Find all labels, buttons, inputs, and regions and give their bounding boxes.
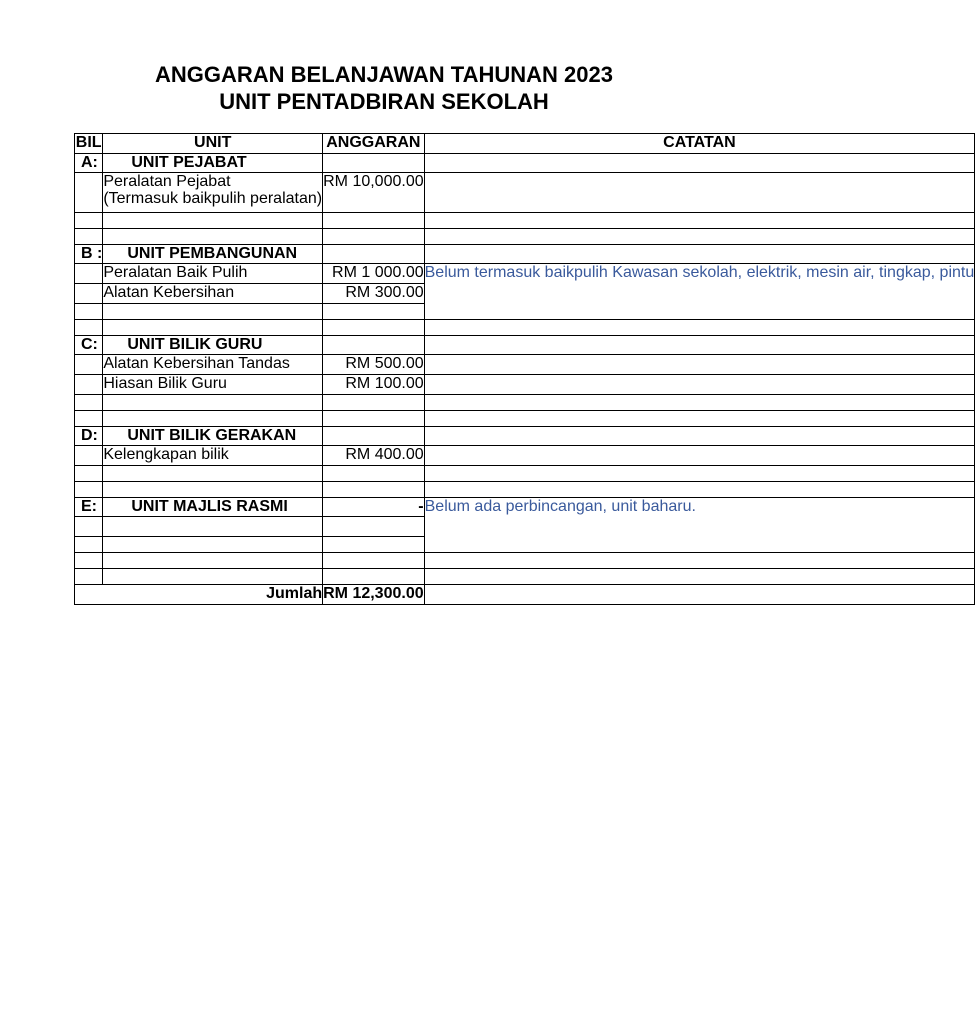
empty-row (75, 229, 975, 245)
item-label-note: (Termasuk baikpulih peralatan) (103, 190, 323, 207)
empty-row (75, 411, 975, 427)
section-row-b (75, 245, 975, 264)
header-bil: BIL (75, 134, 103, 154)
section-letter-a: A: (75, 154, 103, 173)
empty-row (75, 320, 975, 336)
empty-row (75, 466, 975, 482)
table-row (75, 375, 975, 395)
document-subtitle: UNIT PENTADBIRAN SEKOLAH (219, 89, 549, 114)
item-amount: RM 100.00 (323, 375, 425, 395)
item-label: Kelengkapan bilik (103, 446, 323, 466)
budget-table (74, 133, 975, 605)
empty-row (75, 482, 975, 498)
total-label: Jumlah (75, 585, 323, 605)
section-letter-d: D: (75, 427, 103, 446)
table-row (75, 355, 975, 375)
section-name-b: UNIT PEMBANGUNAN (103, 245, 323, 264)
item-label: Peralatan Pejabat (103, 173, 231, 190)
item-label: Peralatan Baik Pulih (103, 264, 323, 284)
header-amount: ANGGARAN (323, 134, 425, 154)
item-amount: RM 400.00 (323, 446, 425, 466)
total-row (75, 585, 975, 605)
table-row (75, 264, 975, 284)
item-label: Alatan Kebersihan Tandas (103, 355, 323, 375)
empty-row (75, 553, 975, 569)
section-name-c: UNIT BILIK GURU (103, 336, 323, 355)
empty-row (75, 395, 975, 411)
empty-row (75, 569, 975, 585)
header-note: CATATAN (424, 134, 975, 154)
item-amount: RM 500.00 (323, 355, 425, 375)
section-row-d (75, 427, 975, 446)
item-cell (103, 173, 323, 213)
item-amount: RM 10,000.00 (323, 173, 425, 213)
section-row-e (75, 498, 975, 517)
section-letter-b: B : (75, 245, 103, 264)
table-row (75, 446, 975, 466)
item-amount: RM 1 000.00 (323, 264, 425, 284)
table-row (75, 173, 975, 213)
document-title: ANGGARAN BELANJAWAN TAHUNAN 2023 (155, 62, 613, 87)
section-amount-e: - (323, 498, 425, 517)
item-label: Alatan Kebersihan (103, 284, 323, 304)
section-name-e: UNIT MAJLIS RASMI (103, 498, 323, 517)
header-unit: UNIT (103, 134, 323, 154)
total-amount: RM 12,300.00 (323, 585, 425, 605)
item-label: Hiasan Bilik Guru (103, 375, 323, 395)
note-cell-b: Belum termasuk baikpulih Kawasan sekolah, elektrik, mesin air, tingkap, pintu (424, 264, 975, 320)
section-letter-e: E: (75, 498, 103, 517)
section-name-d: UNIT BILIK GERAKAN (103, 427, 323, 446)
note-cell-e: Belum ada perbincangan, unit baharu. (424, 498, 975, 553)
item-amount: RM 300.00 (323, 284, 425, 304)
table-header-row (75, 134, 975, 154)
section-row-c (75, 336, 975, 355)
section-name-a: UNIT PEJABAT (103, 154, 323, 173)
empty-row (75, 213, 975, 229)
section-row-a (75, 154, 975, 173)
section-letter-c: C: (75, 336, 103, 355)
